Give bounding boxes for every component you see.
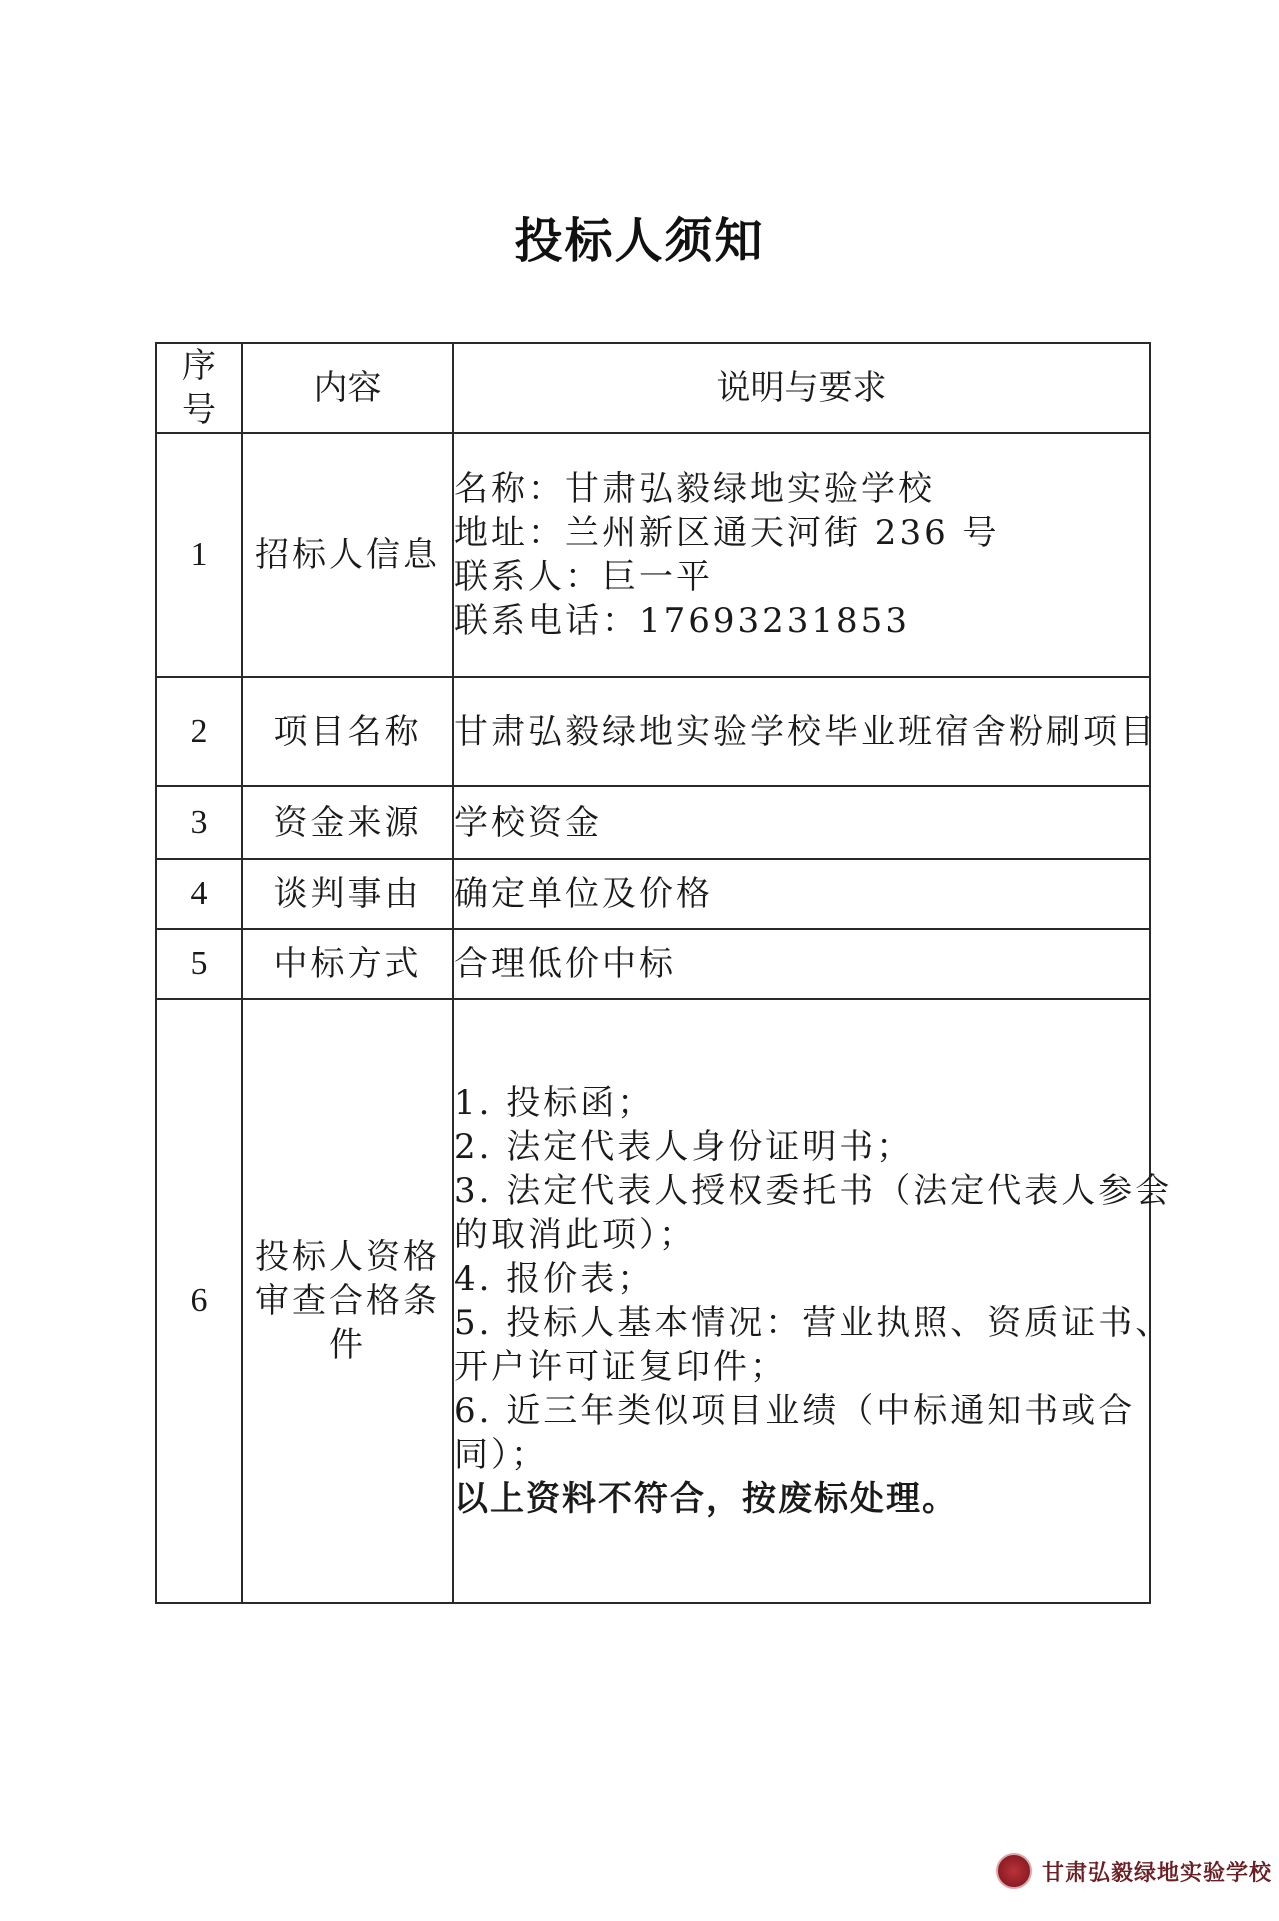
negotiation-reason: 确定单位及价格 (454, 874, 713, 914)
row-description (453, 786, 1150, 859)
row-item: 资金来源 (242, 786, 453, 859)
requirement-3: 3. 法定代表人授权委托书（法定代表人参会 (454, 1171, 1173, 1211)
table-row (156, 677, 1150, 786)
row-number: 4 (156, 859, 242, 929)
row-description (453, 929, 1150, 999)
table-row (156, 433, 1150, 677)
row-item: 招标人信息 (242, 433, 453, 677)
school-seal-icon (996, 1853, 1032, 1889)
row-item-line1: 投标人资格 (255, 1237, 440, 1277)
row-item (242, 999, 453, 1603)
row-item-line3: 件 (329, 1325, 366, 1365)
disqualification-note: 以上资料不符合，按废标处理。 (454, 1479, 958, 1519)
school-watermark (996, 1853, 1272, 1889)
tenderer-name: 名称：甘肃弘毅绿地实验学校 (454, 469, 935, 509)
row-item: 中标方式 (242, 929, 453, 999)
row-item: 谈判事由 (242, 859, 453, 929)
tenderer-contact: 联系人：巨一平 (454, 557, 713, 597)
requirement-6-cont: 同）； (454, 1435, 548, 1475)
requirement-2: 2. 法定代表人身份证明书； (454, 1127, 914, 1167)
requirement-4: 4. 报价表； (454, 1259, 655, 1299)
row-number: 1 (156, 433, 242, 677)
row-number: 6 (156, 999, 242, 1603)
row-description (453, 677, 1157, 786)
requirement-6: 6. 近三年类似项目业绩（中标通知书或合 (454, 1391, 1136, 1431)
tenderer-phone: 联系电话：17693231853 (454, 601, 910, 641)
row-item: 项目名称 (242, 677, 453, 786)
table-row (156, 999, 1150, 1603)
header-seq-line1: 序 (182, 346, 216, 386)
award-method: 合理低价中标 (454, 944, 676, 984)
requirement-3-cont: 的取消此项）； (454, 1215, 696, 1255)
requirement-5-cont: 开户许可证复印件； (454, 1347, 787, 1387)
table-row (156, 859, 1150, 929)
row-description (453, 859, 1150, 929)
document-title: 投标人须知 (514, 213, 765, 269)
school-watermark-text: 甘肃弘毅绿地实验学校 (1042, 1859, 1273, 1886)
notice-table (155, 342, 1173, 1604)
requirement-5: 5. 投标人基本情况：营业执照、资质证书、 (454, 1303, 1173, 1343)
table-row (156, 786, 1150, 859)
project-name: 甘肃弘毅绿地实验学校毕业班宿舍粉刷项目 (454, 711, 1157, 752)
row-item-line2: 审查合格条 (255, 1281, 440, 1321)
table-header-row (156, 343, 1150, 433)
header-seq (156, 343, 242, 433)
header-content: 内容 (242, 343, 453, 433)
funding-source: 学校资金 (454, 802, 602, 843)
row-number: 5 (156, 929, 242, 999)
row-description (453, 433, 1150, 677)
row-description (453, 999, 1173, 1603)
tenderer-address: 地址：兰州新区通天河街 236 号 (454, 513, 1000, 553)
row-number: 2 (156, 677, 242, 786)
table-row (156, 929, 1150, 999)
requirement-1: 1. 投标函； (454, 1083, 655, 1123)
header-seq-line2: 号 (182, 390, 216, 430)
row-number: 3 (156, 786, 242, 859)
header-description: 说明与要求 (453, 343, 1150, 433)
